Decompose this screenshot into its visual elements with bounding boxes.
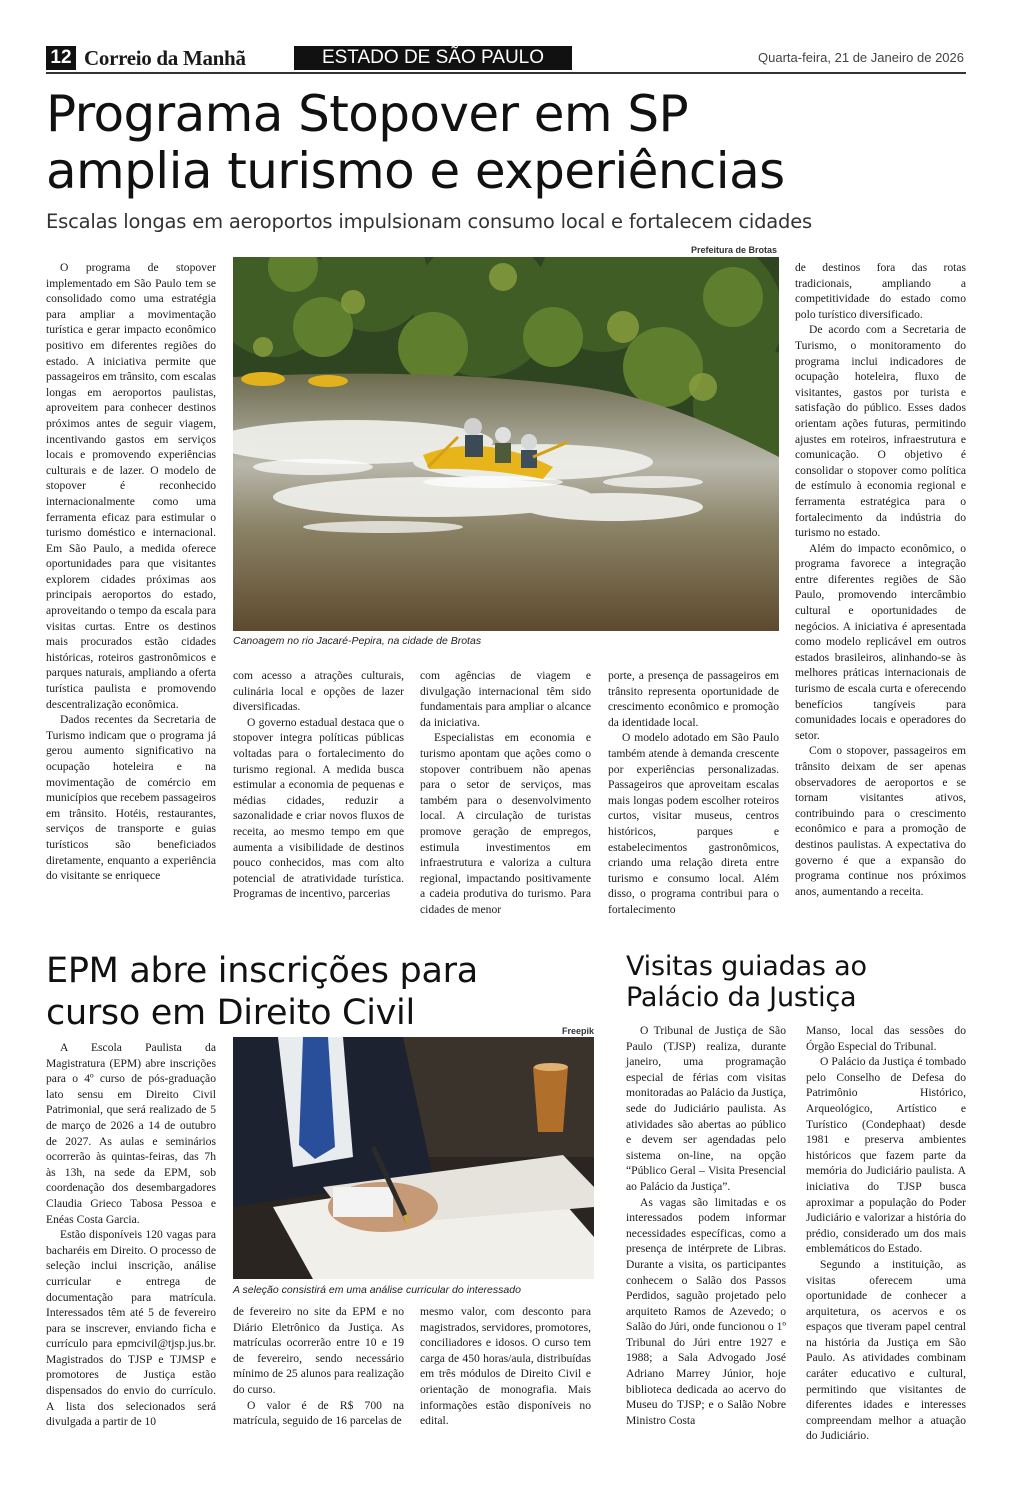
article3-column-1 <box>626 1023 786 1428</box>
paragraph: de fevereiro no site da EPM e no Diário Eletrônico da Justiça. As matrículas ocorrerão entre 10 e 19 de fevereiro, sendo necessário mínimo de 25 alunos para realização do curso. <box>233 1305 404 1396</box>
section-label: ESTADO DE SÃO PAULO <box>294 46 572 70</box>
article2-column-3 <box>420 1304 591 1429</box>
paragraph: Dados recentes da Secretaria de Turismo indicam que o programa já gerou aumento significativo na ocupação hoteleira e na movimentação de comércio em municípios que recebem passageiros em trânsito. Hotéis, restaurantes, serviços de transporte e guias turísticos são beneficiados diretamente, enquanto a experiência do visitante se enriquece <box>46 713 216 883</box>
article2-headline-line2: curso em Direito Civil <box>46 993 415 1033</box>
paragraph: Manso, local das sessões do Órgão Especial do Tribunal. <box>806 1024 966 1053</box>
article2-headline-line1: EPM abre inscrições para <box>46 951 478 991</box>
paragraph: com acesso a atrações culturais, culinária local e opções de lazer diversificadas. <box>233 669 404 714</box>
article3-headline-line2: Palácio da Justiça <box>626 982 857 1013</box>
article3-column-2 <box>806 1023 966 1444</box>
article1-column-3 <box>420 668 591 918</box>
article1-column-5 <box>795 260 966 899</box>
paragraph: Estão disponíveis 120 vagas para bacharéis em Direito. O processo de seleção inclui inscrição, análise curricular e entrega de documentação para matrícula. Interessados têm até 5 de fevereiro para se inscrever, enviando ficha e currículo para epmcivil@tjsp.jus.br. Magistrados do TJSP e TJMSP e promotores de Justiça estão dispensados do envio do currículo. A lista dos selecionados será divulgada a partir de 10 <box>46 1228 216 1429</box>
paragraph: mesmo valor, com desconto para magistrados, servidores, promotores, conciliadores e idosos. O curso tem carga de 450 horas/aula, distribuídas em três módulos de Direito Civil e orientação de monografia. Mais informações estão disponíveis no edital. <box>420 1305 591 1428</box>
paragraph: O programa de stopover implementado em São Paulo tem se consolidado como uma estratégia para ampliar a movimentação turística e gerar impacto econômico positivo em diferentes regiões do estado. A iniciativa permite que passageiros em trânsito, com escalas longas em aeroportos paulistas, aproveitem para conhecer destinos próximos antes de seguir viagem, incentivando gastos em serviços locais e promovendo experiências culturais e de lazer. O modelo de stopover é reconhecido internacionalmente como uma ferramenta eficaz para estimular o turismo doméstico e internacional. Em São Paulo, a medida oferece oportunidades para que visitantes explorem cidades próximas aos principais aeroportos do estado, aproveitando o tempo da escala para visitas curtas. Entre os destinos mais procurados estão cidades históricas, roteiros gastronômicos e parques naturais, ampliando a oferta turística paulista e promovendo descentralização econômica. <box>46 261 216 711</box>
paragraph: As vagas são limitadas e os interessados podem informar necessidades específicas, como a presença de intérprete de Libras. Durante a visita, os participantes conhecem o Salão dos Passos Perdidos, saguão projetado pelo arquiteto Ramos de Azevedo; o Salão do Júri, onde funcionou o 1º Tribunal do Júri entre 1927 e 1988; a Sala Advogado José Adriano Marrey Júnior, hoje biblioteca dedicada ao acervo do Museu do TJSP; e o Salão Nobre Ministro Costa <box>626 1195 786 1427</box>
paragraph: De acordo com a Secretaria de Turismo, o monitoramento do programa inclui indicadores de ocupação hoteleira, fluxo de visitantes, gastos por turista e satisfação do público. Esses dados orientam ações futuras, permitindo ajustes em roteiros, infraestrutura e comunicação. O objetivo é consolidar o stopover como política de estímulo à economia regional e ferramenta estratégica para o fortalecimento da indústria do turismo no estado. <box>795 323 966 540</box>
paragraph: Especialistas em economia e turismo apontam que ações como o stopover contribuem não apenas para o setor de serviços, mas também para o desenvolvimento local. A circulação de turistas promove geração de empregos, estimula investimentos em infraestrutura e valoriza a cultura regional, impactando positivamente a cadeia produtiva do turismo. Para cidades de menor <box>420 731 591 916</box>
paragraph: porte, a presença de passageiros em trânsito representa oportunidade de crescimento econômico e promoção da identidade local. <box>608 669 779 729</box>
paragraph: O governo estadual destaca que o stopover integra políticas públicas voltadas para o fortalecimento do turismo regional. A medida busca estimular a economia de pequenas e médias cidades, reduzir a sazonalidade e criar novos fluxos de receita, ao mesmo tempo em que aumenta a visibilidade de destinos pouco conhecidos, mas com alto potencial de atratividade turística. Programas de incentivo, parcerias <box>233 715 404 901</box>
paragraph: O Tribunal de Justiça de São Paulo (TJSP) realiza, durante janeiro, uma programação especial de férias com visitas monitoradas ao Palácio da Justiça, sede do Judiciário paulista. As atividades são abertas ao público e devem ser agendadas pelo sistema on-line, na opção “Público Geral – Visita Presencial ao Palácio da Justiça”. <box>626 1024 786 1193</box>
article1-column-4 <box>608 668 779 918</box>
article1-photo-rafting <box>233 257 779 631</box>
article1-column-2 <box>233 668 404 902</box>
paragraph: Segundo a instituição, as visitas oferecem uma oportunidade de conhecer a arquitetura, os acervos e os espaços que tiveram papel central na história da Justiça em São Paulo. As atividades combinam caráter educativo e cultural, permitindo que visitantes de diferentes idades e interesses compreendam melhor a atuação do Judiciário. <box>806 1257 966 1443</box>
article1-headline <box>46 86 976 200</box>
page-number: 12 <box>46 46 76 70</box>
article1-subtitle: Escalas longas em aeroportos impulsionam consumo local e fortalecem cidades <box>46 210 812 233</box>
article1-photo-credit: Prefeitura de Brotas <box>690 245 777 255</box>
article2-column-2 <box>233 1304 404 1429</box>
paragraph: A Escola Paulista da Magistratura (EPM) abre inscrições para o 4º curso de pós-graduação lato sensu em Direito Civil Patrimonial, que será realizado de 5 de março de 2026 a 14 de outubro de 2027. As aulas e seminários ocorrerão às quintas-feiras, das 7h às 13h, na sede da EPM, sob coordenação dos desembargadores Claudia Grieco Tabosa Pessoa e Enéas Costa Garcia. <box>46 1041 216 1226</box>
article2-photo-signing <box>233 1037 594 1279</box>
article2-photo-caption: A seleção consistirá em uma análise curricular do interessado <box>233 1284 521 1296</box>
paragraph: O Palácio da Justiça é tombado pelo Conselho de Defesa do Patrimônio Histórico, Arqueológico, Artístico e Turístico (Condephaat) desde 1981 e preserva ambientes históricos que fazem parte da memória do Judiciário paulista. A iniciativa do TJSP busca aproximar a população do Poder Judiciário e valorizar a história do prédio, considerado um dos mais emblemáticos do Estado. <box>806 1055 966 1256</box>
article1-column-1 <box>46 260 216 884</box>
article1-photo-caption: Canoagem no rio Jacaré-Pepira, na cidade de Brotas <box>233 635 482 647</box>
paragraph: O modelo adotado em São Paulo também atende à demanda crescente por experiências personalizadas. Passageiros que aproveitam escalas mais longas podem escolher roteiros curtos, visitar museus, centros históricos, parques e estabelecimentos gastronômicos, criando uma relação direta entre turismo e consumo local. Além disso, o programa contribui para o fortalecimento <box>608 731 779 916</box>
paragraph: com agências de viagem e divulgação internacional têm sido fundamentais para ampliar o alcance da iniciativa. <box>420 669 591 729</box>
issue-date: Quarta-feira, 21 de Janeiro de 2026 <box>758 50 964 65</box>
newspaper-logo: Correio da Manhã <box>84 46 246 70</box>
article3-headline <box>626 951 966 1013</box>
article1-headline-line1: Programa Stopover em SP <box>46 85 689 143</box>
paragraph: de destinos fora das rotas tradicionais, ampliando a competitividade do estado como polo turístico diversificado. <box>795 261 966 321</box>
article2-headline <box>46 950 606 1034</box>
article2-photo-credit: Freepik <box>561 1026 594 1036</box>
paragraph: Além do impacto econômico, o programa favorece a integração entre diferentes regiões de São Paulo, promovendo intercâmbio cultural e oportunidades de negócios. A iniciativa é apresentada como modelo replicável em outros estados brasileiros, alinhando-se às melhores práticas internacionais de turismo de escala curta e oferecendo benefícios tangíveis para comunidades locais e operadores do setor. <box>795 541 966 742</box>
paragraph: Com o stopover, passageiros em trânsito deixam de ser apenas observadores de aeroportos e se tornam visitantes ativos, contribuindo para o crescimento econômico e para a promoção de destinos paulistas. A expectativa do governo é que a expansão do programa continue nos próximos anos, aumentando a receita. <box>795 744 966 898</box>
article3-headline-line1: Visitas guiadas ao <box>626 951 867 982</box>
header-rule <box>46 72 966 74</box>
article1-headline-line2: amplia turismo e experiências <box>46 142 785 200</box>
paragraph: O valor é de R$ 700 na matrícula, seguido de 16 parcelas de <box>233 1398 404 1428</box>
article2-column-1 <box>46 1040 216 1430</box>
